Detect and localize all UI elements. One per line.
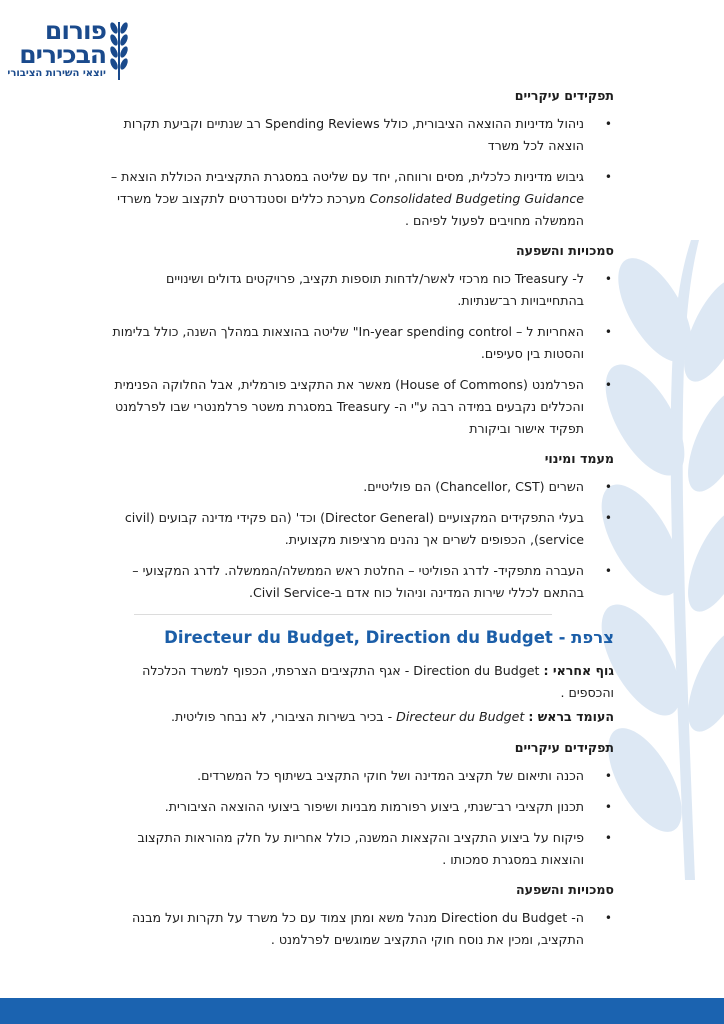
list-item: • תכנון תקציבי רב־שנתי, ביצוע רפורמות מבניות ושיפור ביצועי ההוצאה הציבורית. — [108, 796, 614, 818]
uk-powers-list — [108, 268, 614, 440]
wheat-emblem-icon — [108, 18, 130, 82]
france-title: צרפת - Directeur du Budget, Direction du Budget — [164, 628, 614, 647]
document-body — [108, 86, 614, 960]
uk-roles-heading: תפקידים עיקריים — [514, 88, 614, 103]
uk-status-list — [108, 476, 614, 604]
uk-powers-heading: סמכויות והשפעה — [516, 243, 614, 258]
uk-status-heading: מעמד ומינוי — [544, 451, 614, 466]
list-item: • פיקוח על ביצוע התקציב והקצאות המשנה, כולל אחריות על חלק מהוראות התקצוב והוצאות במסגרת סמכותו . — [108, 827, 614, 871]
footer-bar — [0, 998, 724, 1024]
france-roles-heading: תפקידים עיקריים — [514, 740, 614, 755]
list-item: • ניהול מדיניות ההוצאה הציבורית, כולל Spending Reviews רב שנתיים וקביעת תקרות הוצאה לכל משרד — [108, 113, 614, 157]
list-item: • הפרלמנט (House of Commons) מאשר את התקציב פורמלית, אבל החלוקה הפנימית והכללים נקבעים במידה רבה ע"י ה- Treasury במסגרת משטר פרלמנטרי שבו לפרלמנט תפקיד אישור וביקורת — [108, 374, 614, 440]
list-item: • ה- Direction du Budget מנהל משא ומתן צמוד עם כל משרד על תקרות ועל מבנה התקציב, ומכין את נוסח חוקי התקציב שמוגשים לפרלמנט . — [108, 907, 614, 951]
france-responsible-body: גוף אחראי : Direction du Budget - אגף התקציבים הצרפתי, הכפוף למשרד הכלכלה והכספים . — [142, 663, 614, 700]
list-item: • הכנה ותיאום של תקציב המדינה ושל חוקי התקציב בשיתוף כל המשרדים. — [108, 765, 614, 787]
france-powers-heading: סמכויות והשפעה — [516, 882, 614, 897]
wheat-watermark-icon — [595, 240, 724, 880]
list-item: • השרים (Chancellor, CST) הם פוליטיים. — [108, 476, 614, 498]
logo-tagline: יוצאי השירות הציבורי — [7, 68, 106, 79]
france-roles-list — [108, 765, 614, 871]
list-item: • האחריות ל – "In-year spending control שליטה בהוצאות במהלך השנה, כולל בלימות והסטות בין סעיפים. — [108, 321, 614, 365]
logo — [7, 16, 130, 84]
logo-line-2: הבכירים — [19, 40, 106, 69]
france-powers-list — [108, 907, 614, 951]
logo-line-1: פורום — [44, 16, 106, 45]
uk-roles-list — [108, 113, 614, 232]
france-head: העומד בראש : Directeur du Budget - בכיר בשירות הציבורי, לא נבחר פוליטית. — [170, 709, 614, 724]
list-item: • ל- Treasury כוח מרכזי לאשר/לדחות תוספות תקציב, פרויקטים גדולים ושינויים בהתחייבויות רב־שנתיות. — [108, 268, 614, 312]
list-item: • בעלי התפקידים המקצועיים (Director General) וכד' (הם פקידי מדינה קבועים (civil service), הכפופים לשרים אך נהנים מרציפות מקצועית. — [108, 507, 614, 551]
list-item: • גיבוש מדיניות כלכלית, מסים ורווחה, יחד עם שליטה במסגרת התקציבית הכוללת הוצאת – Consolidated Budgeting Guidance מערכת כללים וסטנדרטים לתקצוב שכל משרדי הממשלה מחויבים לפעול לפיהם . — [108, 166, 614, 232]
list-item: • העברה מתפקיד- לדרג הפוליטי – החלטת ראש הממשלה/הממשלה. לדרג המקצועי – בהתאם לכללי שירות המדינה וניהול כוח אדם ב-Civil Service. — [108, 560, 614, 604]
section-divider — [134, 614, 552, 615]
